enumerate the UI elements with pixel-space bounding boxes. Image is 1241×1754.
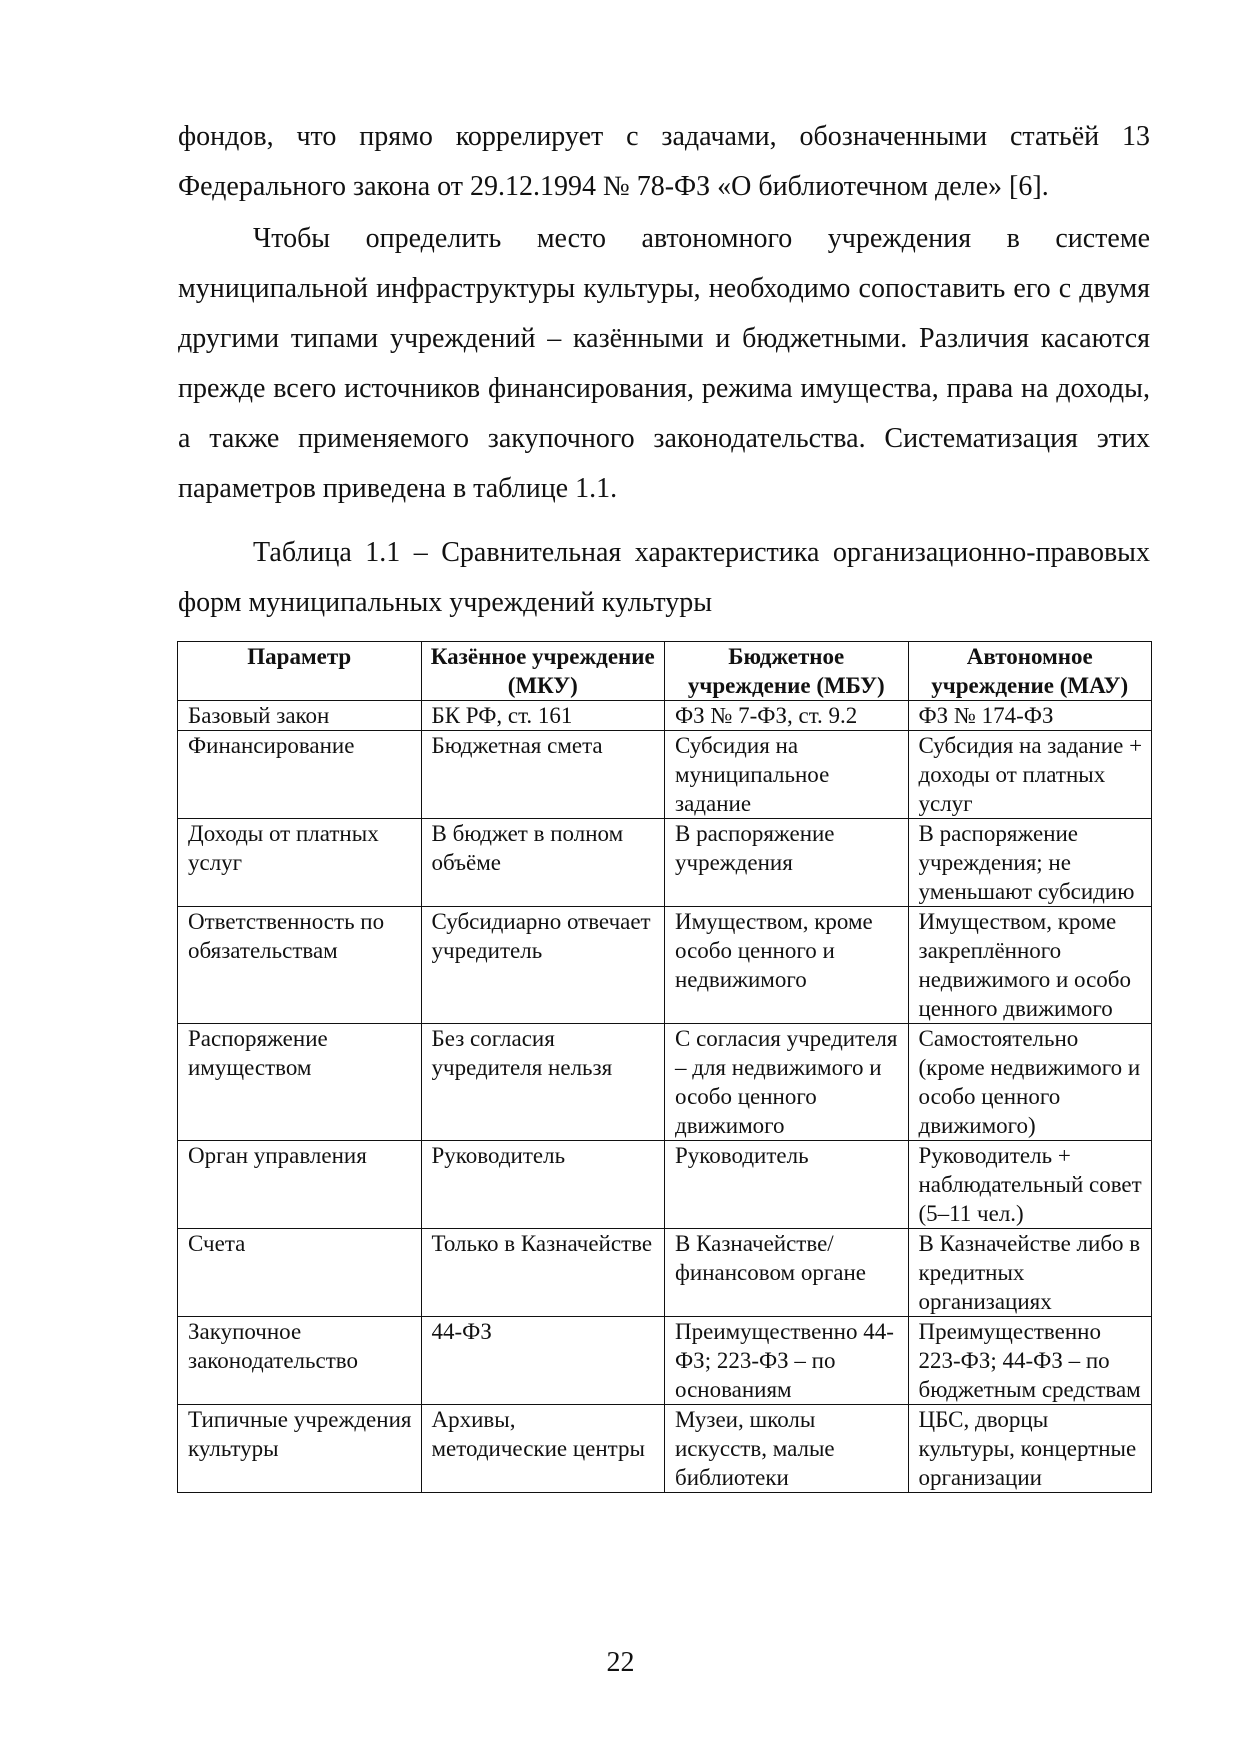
table-cell: Имуществом, кроме особо ценного и недвижимого <box>665 907 909 1024</box>
table-cell: Руководитель + наблюдательный совет (5–11 чел.) <box>908 1141 1152 1229</box>
body-paragraph: фондов, что прямо коррелирует с задачами, обозначенными статьёй 13 Федерального закона от 29.12.1994 № 78-ФЗ «О библиотечном деле» [6]. <box>178 121 1150 202</box>
table-cell: В бюджет в полном объёме <box>421 819 665 907</box>
table-cell: Субсидия на муниципальное задание <box>665 731 909 819</box>
table-header <box>178 642 1152 701</box>
table-body <box>178 701 1152 1493</box>
table-row <box>178 819 1152 907</box>
table-cell: Архивы, методические центры <box>421 1405 665 1493</box>
column-header: Параметр <box>178 642 422 701</box>
table-cell: В Казначействе/финансовом органе <box>665 1229 909 1317</box>
table-cell: БК РФ, ст. 161 <box>421 701 665 731</box>
table-cell: ФЗ № 174-ФЗ <box>908 701 1152 731</box>
table-row <box>178 1317 1152 1405</box>
table-cell: Руководитель <box>421 1141 665 1229</box>
comparison-table <box>177 641 1152 1493</box>
table-cell: Субсидиарно отвечает учредитель <box>421 907 665 1024</box>
table-cell: Орган управления <box>178 1141 422 1229</box>
body-paragraph: Чтобы определить место автономного учреждения в системе муниципальной инфраструктуры культуры, необходимо сопоставить его с двумя другими типами учреждений – казёнными и бюджетными. Различия касаются прежде всего источников финансирования, режима имущества, права на доходы, а также применяемого закупочного законодательства. Систематизация этих параметров приведена в таблице 1.1. <box>178 223 1150 504</box>
table-row <box>178 1229 1152 1317</box>
table-cell: Преимущественно 223-ФЗ; 44-ФЗ – по бюджетным средствам <box>908 1317 1152 1405</box>
table-cell: Только в Казначействе <box>421 1229 665 1317</box>
column-header: Бюджетное учреждение (МБУ) <box>665 642 909 701</box>
table-cell: 44-ФЗ <box>421 1317 665 1405</box>
table-cell: Музеи, школы искусств, малые библиотеки <box>665 1405 909 1493</box>
table-cell: Финансирование <box>178 731 422 819</box>
table-cell: Без согласия учредителя нельзя <box>421 1024 665 1141</box>
table-cell: Счета <box>178 1229 422 1317</box>
table-cell: Самостоятельно (кроме недвижимого и особо ценного движимого) <box>908 1024 1152 1141</box>
page-number: 22 <box>606 1647 635 1678</box>
table-row <box>178 1141 1152 1229</box>
table-row <box>178 731 1152 819</box>
table-cell: Имуществом, кроме закреплённого недвижимого и особо ценного движимого <box>908 907 1152 1024</box>
table-cell: Закупочное законодательство <box>178 1317 422 1405</box>
table-header-row <box>178 642 1152 701</box>
table-cell: ФЗ № 7-ФЗ, ст. 9.2 <box>665 701 909 731</box>
table-cell: Бюджетная смета <box>421 731 665 819</box>
table-cell: Руководитель <box>665 1141 909 1229</box>
table-cell: Субсидия на задание + доходы от платных услуг <box>908 731 1152 819</box>
table-cell: С согласия учредителя – для недвижимого и особо ценного движимого <box>665 1024 909 1141</box>
table-cell: В распоряжение учреждения; не уменьшают субсидию <box>908 819 1152 907</box>
table-cell: Распоряжение имуществом <box>178 1024 422 1141</box>
table-cell: В распоряжение учреждения <box>665 819 909 907</box>
table-row <box>178 1024 1152 1141</box>
table-cell: Доходы от платных услуг <box>178 819 422 907</box>
table-cell: Ответственность по обязательствам <box>178 907 422 1024</box>
table-row <box>178 907 1152 1024</box>
table-row <box>178 1405 1152 1493</box>
column-header: Автономное учреждение (МАУ) <box>908 642 1152 701</box>
column-header: Казённое учреждение (МКУ) <box>421 642 665 701</box>
table-cell: Преимущественно 44-ФЗ; 223-ФЗ – по основаниям <box>665 1317 909 1405</box>
table-cell: В Казначействе либо в кредитных организациях <box>908 1229 1152 1317</box>
table-caption: Таблица 1.1 – Сравнительная характеристика организационно-правовых форм муниципальных учреждений культуры <box>178 537 1150 618</box>
table-cell: Типичные учреждения культуры <box>178 1405 422 1493</box>
table-row <box>178 701 1152 731</box>
table-cell: Базовый закон <box>178 701 422 731</box>
table-cell: ЦБС, дворцы культуры, концертные организации <box>908 1405 1152 1493</box>
